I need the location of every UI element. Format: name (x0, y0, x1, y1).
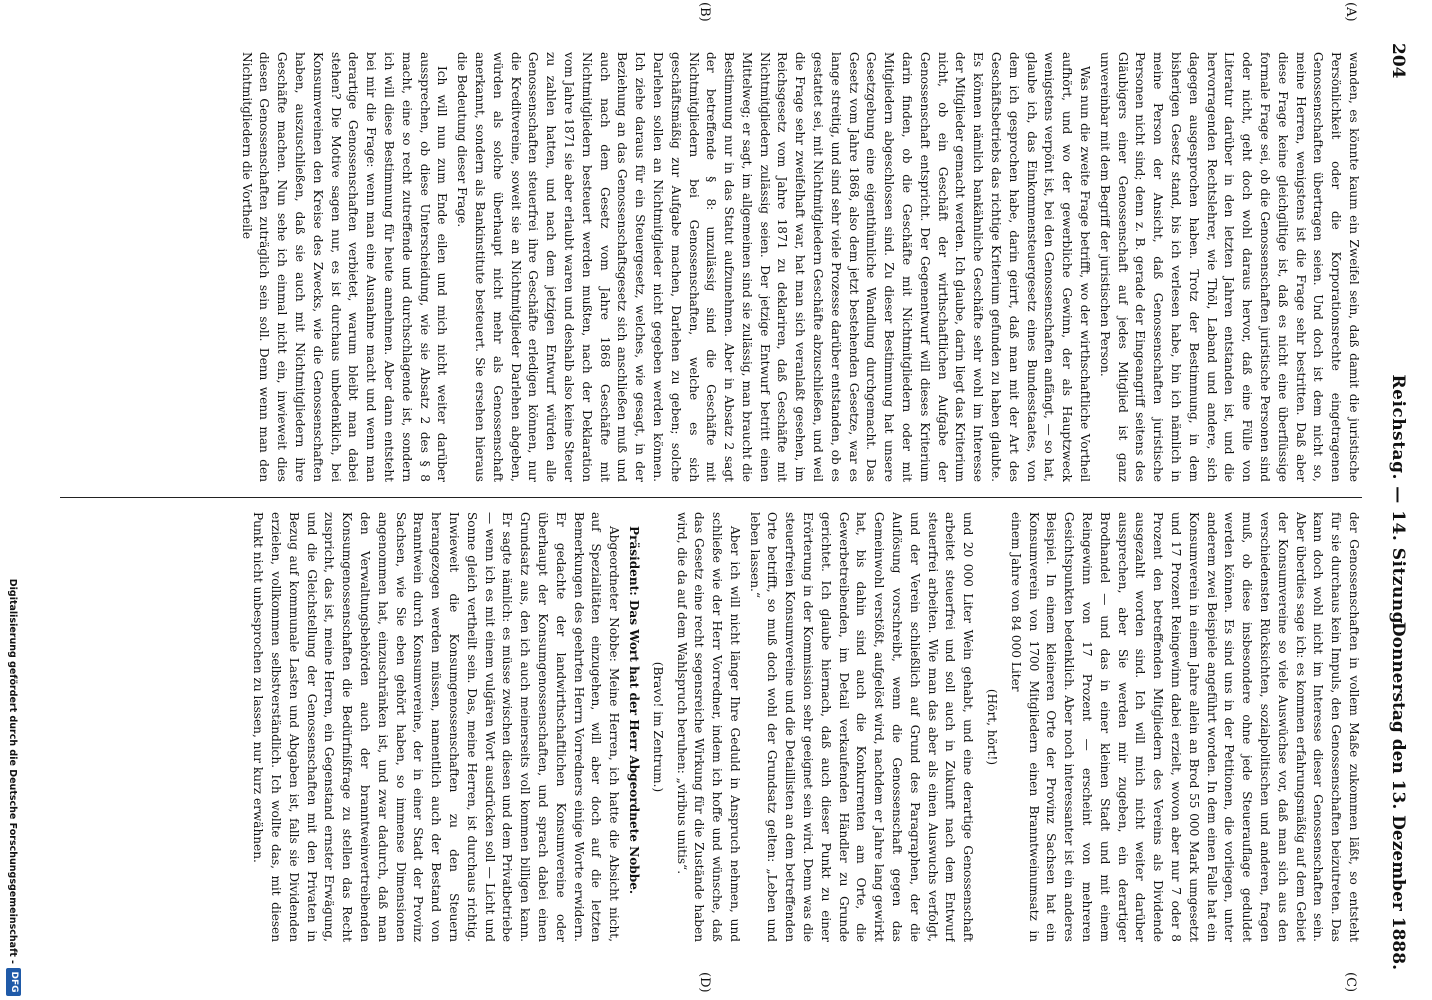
interjection: (Bravo! im Zentrum.) (650, 661, 665, 793)
margin-marker-a: (A) (1343, 2, 1358, 22)
digitization-credit: Digitalisierung gefördert durch die Deutsche Forschungsgemeinschaft - (7, 578, 18, 964)
paragraph: und 20 000 Liter Wein gehabt, und eine derartige Genossenschaft arbeitet steuerfrei und soll auch in Zukunft nach dem Entwurf steuerfrei arbeiten. Wie man das aber als einen Auswuchs verfolgt, und der Verein schließlich auf Grund des Paragraphen, der die Auflösung vorschreibt, wenn die Genossenschaft gegen das Gemeinwohl verstößt, aufgelöst wird, nachdem er Jahre lang gewirkt hat, bis dahin sind auch die Konkurrenten am Orte, die Gewerbetreibenden, im Detail verkaufenden Händler zu Grunde gerichtet. Ich glaube hiernach, daß auch dieser Punkt zu einer Erörterung in der Kommission sehr geeignet sein wird. Denn was die steuerfreien Konsumvereine und die Detaillisten an dem betreffenden Orte betrifft, so muß doch wohl der Grundsatz gelten: „Leben und leben lassen.“ (747, 512, 976, 942)
session-title: Reichstag. — 14. Sitzung. (1388, 374, 1408, 631)
page-number: 204 (1388, 43, 1408, 79)
paragraph: Abgeordneter Nobbe: Meine Herren, ich hatte die Absicht nicht, auf Spezialitäten einzugehen, will aber doch auf die letzten Bemerkungen des geehrten Herrn Vorredners einige Worte erwidern. Er gedachte der landwirthschaftlichen Konsumvereine oder überhaupt der Konsumgenossenschaften, und sprach dabei einen Grundsatz aus, den ich auch meinerseits voll kommen billigen kann. Er sagte nämlich: es müsse zwischen diesen und dem Privatbetriebe — wenn ich es mit einem vulgären Wort ausdrücken soll — Licht und Sonne gleich vertheilt sein. Das, meine Herren, ist durchaus richtig. Inwieweit die Konsumgenossenschaften zu den Steuern herangezogen werden müssen, namentlich auch der Bestand von Branntwein durch Konsumvereine, der in einer Stadt der Provinz Sachsen, wie Sie eben gehört haben, so immense Dimensionen angenommen hat, einzuschränken ist, und zwar dadurch, daß man den Verwaltungsbehörden auch der branntweinvertreibenden Konsumgenossenschaften die Bedürfnißfrage zu stellen das Recht zuspricht, das ist, meine Herren, ein Gegenstand ernster Erwägung, und die Gleichstellung der Genossenschaften mit den Privaten in Bezug auf kommunale Lasten und Abgaben ist, falls sie Dividenden erzielen, vollkommen selbstverständlich. Ich wollte das, mit diesen Punkt nicht unbesprochen zu lassen, nur kurz erwähnen. (251, 512, 622, 942)
margin-marker-b: (B) (697, 2, 712, 22)
speaker-announcement: Präsident: Das Wort hat der Herr Abgeordnete Nobbe. (626, 526, 641, 895)
session-date: Donnerstag den 13. Dezember 1888. (1388, 621, 1408, 970)
left-column (60, 52, 1362, 482)
margin-marker-c: (C) (1343, 972, 1358, 993)
paragraph: wanden, es könnte kaum ein Zweifel sein, daß damit die juristische Persönlichkeit oder die Korporationsrechte eingetragenen Genossenschaften übertragen seien. Und doch ist dem nicht so, meine Herren, wenigstens ist die Frage sehr bestritten. Daß aber diese Frage keine gleichgiltige ist, daß es nicht eine überflüssige formale Frage sei, ob die Genossenschaften juristische Personen sind oder nicht, geht doch wohl daraus hervor, daß eine Fülle von Literatur darüber in den letzten Jahren entstanden ist, und die hervorragenden Rechtslehrer, wie Thöl, Laband und andere, sich dagegen ausgesprochen haben. Trotz der Bestimmung, in dem bisherigen Gesetz stand, bis ich verlesen habe, bin ich nämlich in meine Person der Ansicht, daß Genossenschaften juristische Personen nicht sind; denn z. B. gerade der Eingeangriff seitens des Gläubigers einer Genossenschaft auf jedes Mitglied ist ganz unvereinbar mit dem Begriff der juristischen Person. (1097, 52, 1361, 482)
right-column (60, 512, 1362, 942)
paragraph: Ich will nun zum Ende eilen und mich nicht weiter darüber aussprechen, ob diese Unterscheidung, wie sie Absatz 2 des § 8 macht, eine so recht zutreffende und durchschlagende ist, sondern ich will diese Bestimmung für heute annehmen. Aber dann entsteht bei mir die Frage: wenn man eine Ausnahme macht und wenn man derartige Genossenschaften verbietet, warum bleibt man dabei stehen? Die Motive sagen nur, es ist durchaus unbedenklich, bei Konsumvereinen den Kreise des Zwecks, wie die Genossenschaften haben, auszuschließen, daß sie auch mit Nichtmitgliedern ihre Geschäfte machen. Nun sehe ich einmal nicht ein, inwieweit dies diesen Genossenschaften zuträglich sein soll. Denn wenn man den Nichtmitgliedern die Vortheile (239, 52, 450, 482)
column-divider (60, 497, 1362, 498)
dfg-logo: DFG (6, 968, 21, 996)
interjection: (Hört, hört!) (985, 688, 1000, 766)
paragraph: Was nun die zweite Frage betrifft, wo der wirthschaftliche Vortheil aufhört, und wo der gewerbliche Gewinn, der als Hauptzweck wenigstens verpönt ist, bei den Genossenschaften anfängt, — so hat, glaube ich, das Einkommensteuergesetz eines Bundesstaates, von dem ich gesprochen habe, darin geirrt, daß man mit der Art des Geschäftsbetriebs das richtige Kriterium gefunden zu haben glaubte. Es können nämlich bankähnliche Geschäfte sehr wohl im Interesse der Mitglieder gemacht werden. Ich glaube, darin liegt das Kriterium nicht, ob ein Geschäft der wirthschaftlichen Aufgabe der Genossenschaft entspricht. Der Gegenentwurf will dieses Kriterium darin finden, ob die Geschäfte mit Nichtmitgliedern oder mit Mitgliedern abgeschlossen sind. Zu dieser Bestimmung hat unsere Gesetzgebung eine eigenthümliche Wandlung durchgemacht. Das Gesetz vom Jahre 1868, also dem jetzt bestehenden Gesetze, war es lange streitig, und sind sehr viele Prozesse darüber entstanden, ob es gestattet sei, mit Nichtmitgliedern Geschäfte abzuschließen, und weil die Frage sehr zweifelhaft war, hat man sich veranlaßt gesehen, im Reichsgesetz vom Jahre 1871 zu deklariren, daß Geschäfte mit Nichtmitgliedern zulässig seien. Der jetzige Entwurf betritt einen Mittelweg; er sagt, im allgemeinen sind sie zulässig, man braucht die Bestimmung nur in das Statut aufzunehmen. Aber in Absatz 2 sagt der betreffende § 8: unzulässig sind die Geschäfte mit Nichtmitgliedern bei Genossenschaften, welche es sich geschäftsmäßig zur Aufgabe machen, Darlehen zu geben; solche Darlehen sollen an Nichtmitglieder nicht gegeben werden können. Ich ziehe daraus für ein Steuergesetz, welches, wie gesagt, in der Beziehung an das Genossenschaftsgesetz sich anschließen muß und auch nach dem Gesetz vom Jahre 1868 Geschäfte mit Nichtmitgliedern besteuert werden mußten, nach der Deklaration vom Jahre 1871 sie aber erlaubt waren und deshalb also keine Steuer zu zahlen hatten, und nach dem jetzigen Entwurf würden alle Genossenschaften steuerfrei ihre Geschäfte erledigen können, nur die Kreditvereine, soweit sie an Nichtmitglieder Darlehen abgeben, würden als solche überhaupt nicht mehr als Genossenschaft anerkannt, sondern als Bankinstitute besteuert. Sie ersehen hieraus die Bedeutung dieser Frage. (455, 52, 1093, 482)
paragraph: der Genossenschaften in vollem Maße zukommen läßt, so entsteht für sie durchaus kein Impuls, den Genossenschaften beizutreten. Das kann doch wohl nicht im Interesse dieser Genossenschaften sein. Aber überdies sage ich: es kommen erfahrungsmäßig auf dem Gebiet der Konsumvereine so viele Auswüchse vor, daß man sich aus den verschiedensten Rücksichten, sozialpolitischen und anderen, fragen muß, ob diese insbesondere ohne jede Steuerauflage geduldet werden können. Es sind uns in der Petitionen, die vorliegen, unter anderem zwei Beispiele angeführt worden. In dem einen Falle hat ein Konsumverein in einem Jahre allein an Brod 55 000 Mark umgesetzt und 17 Prozent Reingewinn dabei erzielt, wovon aber nur 7 oder 8 Prozent den betreffenden Mitgliedern des Vereins als Dividende ausgezahlt worden sind. Ich will mich nicht weiter darüber aussprechen, aber Sie werden mir zugeben, ein derartiger Brodhandel — und das in einer kleinen Stadt und mit einem Reingewinn von 17 Prozent — erscheint von mehreren Gesichtspunkten bedenklich. Aber noch interessanter ist ein anderes Beispiel. In einem kleineren Orte der Provinz Sachsen hat ein Konsumverein von 1700 Mitgliedern einen Branntweinumsatz in einem Jahre von 84 000 Liter (1008, 512, 1361, 942)
paragraph: Aber ich will nicht länger Ihre Geduld in Anspruch nehmen, und schließe wie der Herr Vorredner, indem ich hoffe und wünsche, daß das Gesetz eine recht segensreiche Wirkung für die Zustände haben wird, die da auf dem Wahlspruch beruhen: „viribus unitis“. (674, 512, 742, 942)
margin-marker-d: (D) (697, 972, 712, 993)
page-header (1374, 35, 1424, 970)
